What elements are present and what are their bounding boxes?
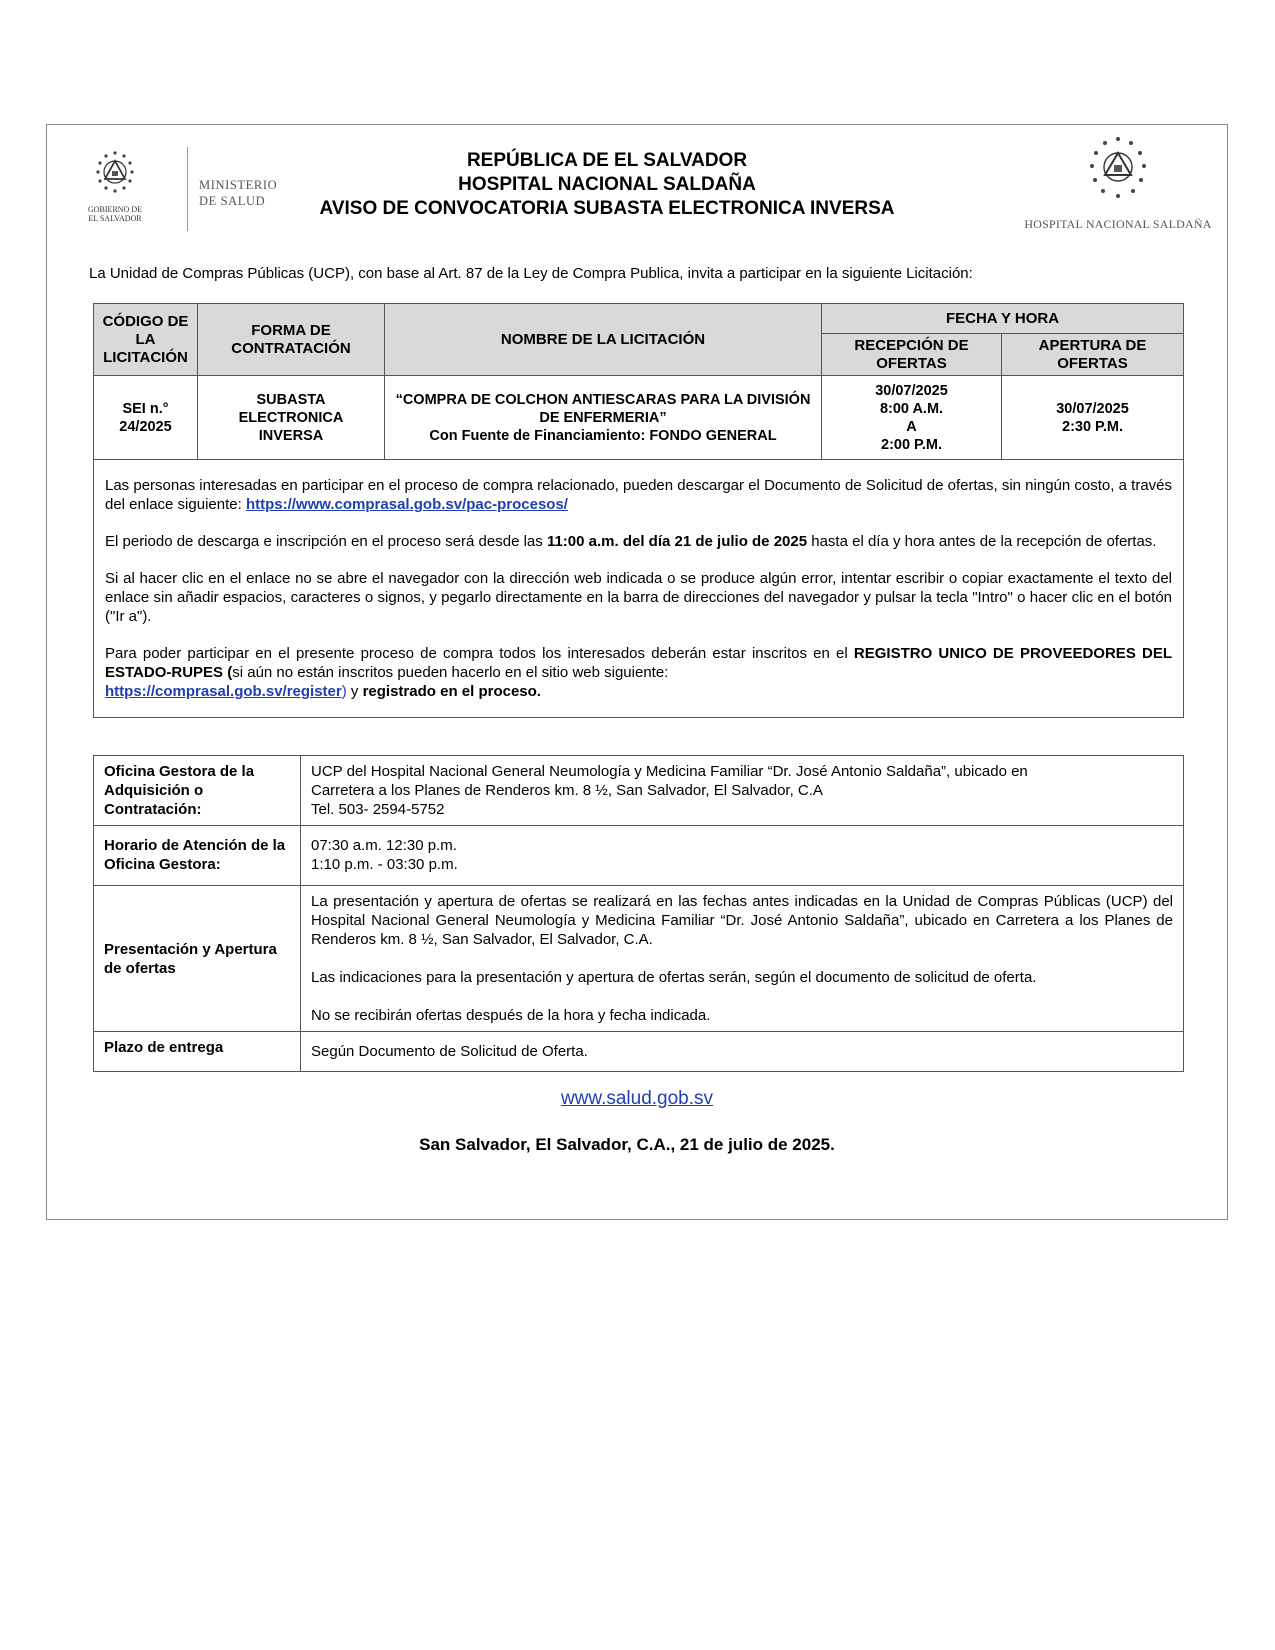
place-date: San Salvador, El Salvador, C.A., 21 de julio de 2025. (419, 1135, 835, 1154)
instructions-cell (94, 460, 1184, 718)
header-recepcion: RECEPCIÓN DE OFERTAS (822, 334, 1002, 376)
hospital-logo-caption: HOSPITAL NACIONAL SALDAÑA (1024, 217, 1212, 231)
forma-line: SUBASTA (256, 391, 326, 408)
nombre-title: “COMPRA DE COLCHON ANTIESCARAS PARA LA DIVISIÓN DE ENFERMERIA” (395, 391, 811, 426)
apertura-line: 30/07/2025 (1056, 400, 1129, 417)
value-hours (301, 826, 1184, 886)
apertura-line: 2:30 P.M. (1062, 418, 1123, 435)
forma-line: ELECTRONICA (238, 409, 344, 426)
ministry-line: MINISTERIO (199, 178, 278, 192)
title-notice: AVISO DE CONVOCATORIA SUBASTA ELECTRONICA INVERSA (319, 198, 895, 219)
seal-caption-line: EL SALVADOR (88, 214, 142, 223)
header-forma: FORMA DE CONTRATACIÓN (198, 304, 385, 376)
header-apertura: APERTURA DE OFERTAS (1002, 334, 1184, 376)
closing-paren: ) (341, 683, 347, 700)
period-text-end: hasta el día y hora antes de la recepción de ofertas. (807, 533, 1157, 550)
logo-divider (187, 147, 188, 231)
value-presentation (301, 886, 1184, 1032)
presentation-paragraph: Las indicaciones para la presentación y apertura de ofertas serán, según el documento de solicitud de oferta. (311, 969, 1037, 986)
hospital-seal-icon (1078, 133, 1158, 213)
info-row-presentation (94, 886, 1184, 1032)
registration-text: Para poder participar en el presente proceso de compra todos los interesados deberán estar inscritos en el (105, 645, 854, 662)
registration-text-bold: registrado en el proceso. (362, 683, 541, 700)
codigo-line: SEI n.° (122, 400, 169, 417)
hours-line: 1:10 p.m. - 03:30 p.m. (311, 856, 458, 873)
download-text: Las personas interesadas en participar en el proceso de compra relacionado, pueden descargar el Documento de Solicitud de ofertas, sin ningún costo, a través del enlace siguiente: (105, 477, 1173, 513)
tender-table (93, 303, 1184, 718)
office-line: UCP del Hospital Nacional General Neumología y Medicina Familiar “Dr. José Antonio Saldaña”, ubicado en (311, 763, 1028, 780)
tender-data-row (94, 376, 1184, 460)
office-line: Carretera a los Planes de Renderos km. 8 ½, San Salvador, El Salvador, C.A (311, 782, 823, 799)
cell-recepcion (822, 376, 1002, 460)
hours-line: 07:30 a.m. 12:30 p.m. (311, 837, 457, 854)
label-delivery: Plazo de entrega (94, 1032, 301, 1072)
nombre-financing: Con Fuente de Financiamiento: FONDO GENERAL (429, 427, 777, 444)
label-office: Oficina Gestora de la Adquisición o Contratación: (94, 756, 301, 826)
cell-apertura (1002, 376, 1184, 460)
recepcion-line: A (906, 418, 917, 435)
title-country: REPÚBLICA DE EL SALVADOR (466, 150, 748, 171)
header-nombre: NOMBRE DE LA LICITACIÓN (385, 304, 822, 376)
hospital-logo (1023, 133, 1213, 237)
paragraph-period (105, 532, 1172, 551)
info-table (93, 755, 1184, 1072)
recepcion-line: 2:00 P.M. (881, 436, 942, 453)
document-titles (297, 149, 917, 221)
label-hours: Horario de Atención de la Oficina Gestora: (94, 826, 301, 886)
paragraph-link-help: Si al hacer clic en el enlace no se abre el navegador con la dirección web indicada o se produce algún error, intentar escribir o copiar exactamente el texto del enlace sin añadir espacios, caracteres o signos, y pegarlo directamente en la barra de direcciones del navegador y pulsar la tecla "Intro" o hacer clic en el botón ("Ir a"). (105, 570, 1173, 625)
paragraph-download (105, 476, 1172, 514)
label-presentation: Presentación y Apertura de ofertas (94, 886, 301, 1032)
comprasal-register-link[interactable]: https://comprasal.gob.sv/register (105, 683, 342, 700)
tender-header-row (94, 304, 1184, 334)
presentation-paragraph: No se recibirán ofertas después de la hora y fecha indicada. (311, 1007, 711, 1024)
document-frame (46, 124, 1228, 1220)
title-hospital: HOSPITAL NACIONAL SALDAÑA (458, 174, 756, 195)
codigo-line: 24/2025 (119, 418, 172, 435)
cell-forma (198, 376, 385, 460)
cell-nombre (385, 376, 822, 460)
period-date: 11:00 a.m. del día 21 de julio de 2025 (546, 533, 808, 550)
value-office (301, 756, 1184, 826)
period-text: El periodo de descarga e inscripción en el proceso será desde las (105, 533, 547, 550)
registration-connector: y (346, 683, 363, 700)
value-delivery: Según Documento de Solicitud de Oferta. (301, 1032, 1184, 1072)
website-link[interactable]: www.salud.gob.sv (560, 1088, 714, 1109)
comprasal-procesos-link[interactable]: https://www.comprasal.gob.sv/pac-procesos/ (245, 496, 568, 513)
registration-text-2: si aún no están inscritos pueden hacerlo en el sitio web siguiente: (232, 664, 669, 681)
cell-codigo (94, 376, 198, 460)
intro-text: La Unidad de Compras Públicas (UCP), con base al Art. 87 de la Ley de Compra Publica, invita a participar en la siguiente Licitación: (89, 265, 973, 282)
ministry-logo (83, 147, 278, 233)
info-row-office (94, 756, 1184, 826)
forma-line: INVERSA (258, 427, 324, 444)
office-phone: Tel. 503- 2594-5752 (311, 801, 445, 818)
tender-body-row (94, 460, 1184, 718)
info-row-delivery (94, 1032, 1184, 1072)
recepcion-line: 8:00 A.M. (879, 400, 944, 417)
seal-caption (83, 205, 147, 223)
paragraph-registration (105, 644, 1172, 701)
rupes-name: REGISTRO UNICO DE PROVEEDORES DEL ESTADO-RUPES ( (105, 645, 1173, 681)
presentation-paragraph: La presentación y apertura de ofertas se realizará en las fechas antes indicadas en la Unidad de Compras Públicas (UCP) del Hospital Nacional General Neumología y Medicina Familiar “Dr. José Antonio Saldaña”, ubicado en Carretera a los Planes de Renderos km. 8 ½, San Salvador, El Salvador, C.A. (311, 893, 1173, 948)
ministry-line: DE SALUD (199, 194, 266, 208)
document-header (47, 125, 1227, 245)
ministry-name (199, 177, 277, 209)
seal-caption-line: GOBIERNO DE (88, 205, 142, 214)
header-codigo: CÓDIGO DE LA LICITACIÓN (94, 304, 198, 376)
header-fecha: FECHA Y HORA (822, 304, 1184, 334)
recepcion-line: 30/07/2025 (875, 382, 948, 399)
info-row-hours (94, 826, 1184, 886)
